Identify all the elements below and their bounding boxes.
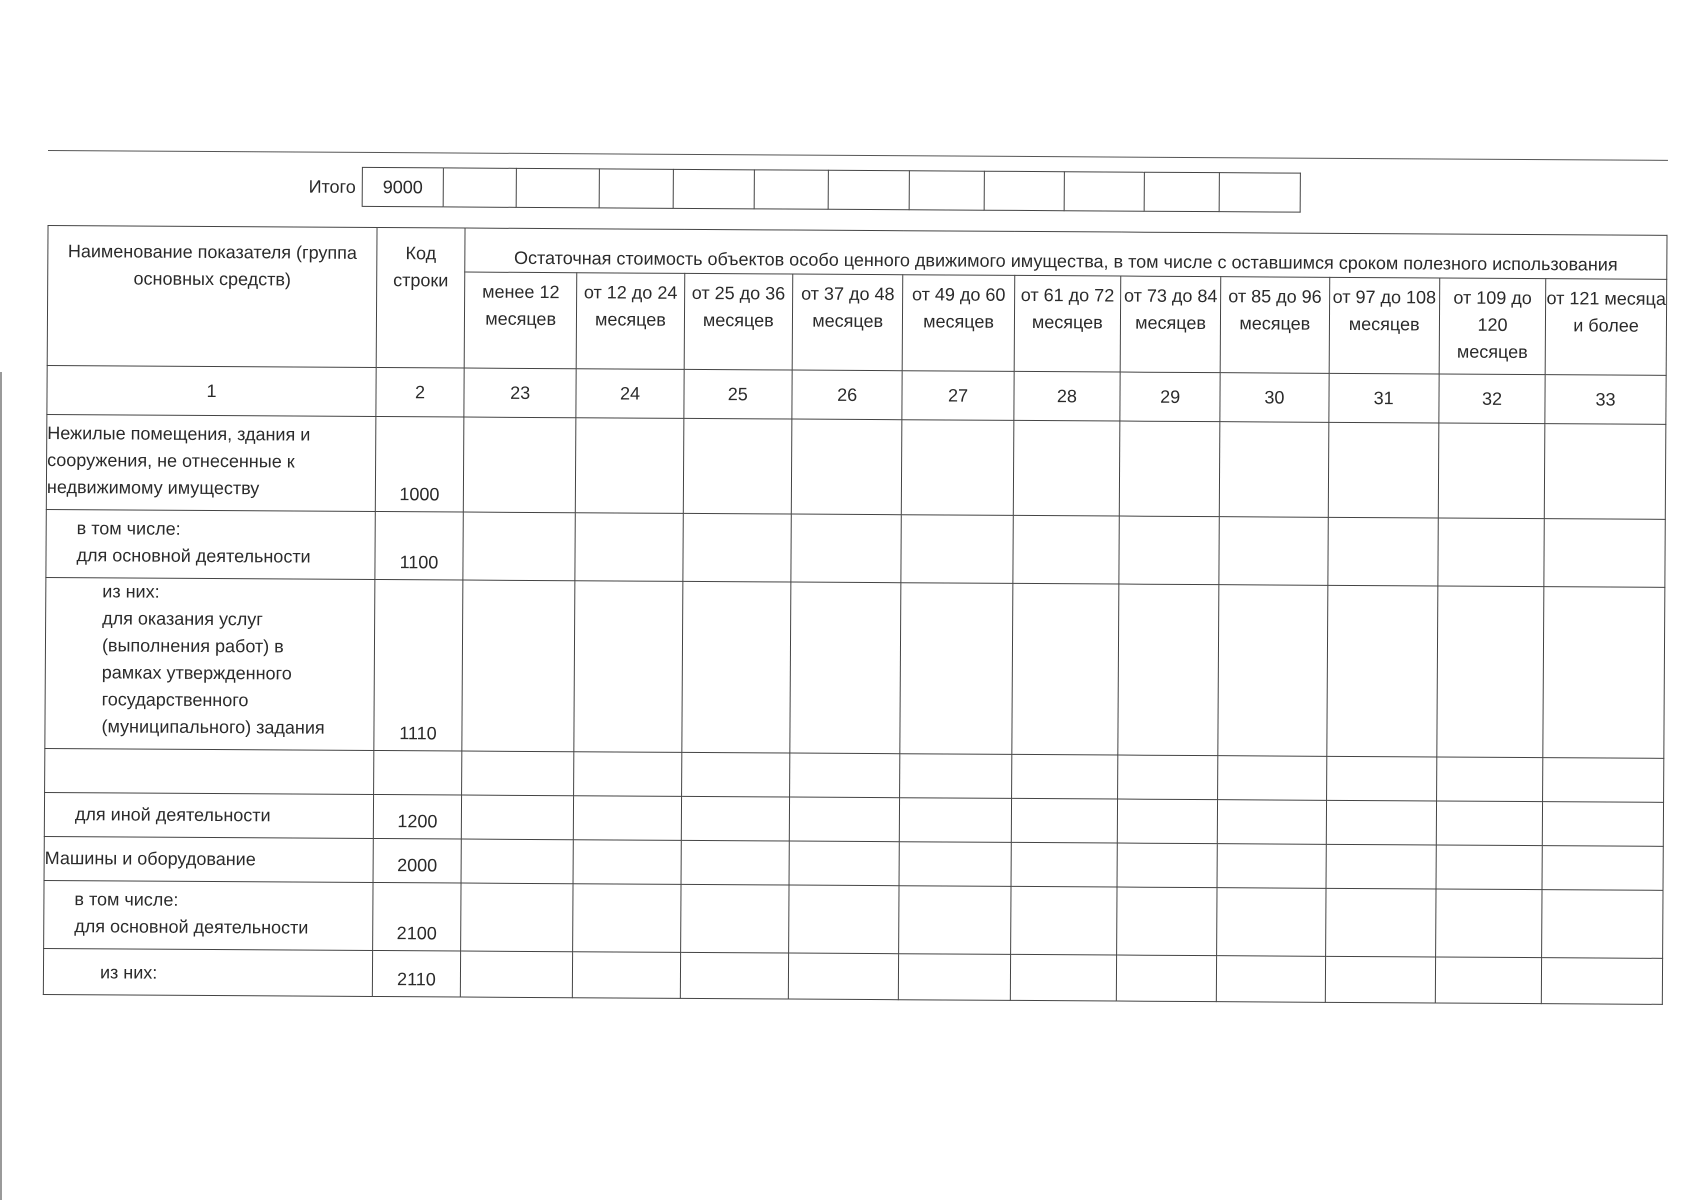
totals-cell[interactable] [829, 170, 910, 210]
row-name-line: (муниципального) задания [101, 716, 325, 738]
value-cell[interactable] [1218, 756, 1327, 801]
header-range: от 85 до 96 месяцев [1220, 277, 1329, 374]
value-cell[interactable] [463, 512, 576, 581]
value-cell[interactable] [1119, 516, 1220, 585]
value-cell[interactable] [1542, 958, 1663, 1005]
row-name-line: (выполнения работ) в [101, 635, 284, 657]
value-cell[interactable] [1119, 421, 1220, 517]
value-cell[interactable] [1010, 886, 1117, 955]
value-cell[interactable] [462, 751, 575, 796]
totals-cell[interactable] [674, 169, 755, 209]
value-cell[interactable] [1219, 517, 1328, 586]
value-cell[interactable] [681, 752, 790, 797]
value-cell[interactable] [1217, 888, 1326, 957]
header-range: от 97 до 108 месяцев [1329, 277, 1440, 374]
value-cell[interactable] [1011, 842, 1118, 887]
value-cell[interactable] [1542, 802, 1663, 847]
value-cell[interactable] [1438, 518, 1545, 587]
value-cell[interactable] [1217, 844, 1326, 889]
value-cell[interactable] [1116, 955, 1216, 1002]
value-cell[interactable] [1013, 420, 1120, 516]
header-range: от 37 до 48 месяцев [792, 274, 903, 371]
row-name-line: Машины и оборудование [44, 847, 256, 870]
column-number: 26 [792, 370, 903, 420]
value-cell[interactable] [1219, 422, 1328, 518]
row-name-line: в том числе: [76, 518, 181, 539]
value-cell[interactable] [789, 841, 900, 886]
totals-cell[interactable] [517, 168, 600, 209]
value-cell[interactable] [1117, 843, 1217, 888]
row-name [45, 748, 374, 794]
value-cell[interactable] [1327, 517, 1438, 586]
value-cell[interactable] [1012, 583, 1119, 755]
header-code: Код строки [376, 228, 465, 369]
value-cell[interactable] [1013, 515, 1120, 584]
value-cell[interactable] [900, 583, 1012, 755]
row-code: 1110 [374, 580, 463, 752]
scan-edge-line [0, 372, 2, 1200]
header-range: от 12 до 24 месяцев [577, 273, 685, 370]
row-code: 1200 [373, 795, 461, 840]
value-cell[interactable] [899, 886, 1011, 955]
row-name [44, 880, 373, 950]
value-cell[interactable] [899, 842, 1011, 887]
column-number: 1 [47, 365, 376, 416]
row-name-line: в том числе: [74, 889, 179, 910]
value-cell[interactable] [1435, 957, 1542, 1004]
row-name [44, 792, 373, 838]
value-cell[interactable] [899, 954, 1011, 1001]
value-cell[interactable] [683, 418, 792, 514]
form-page [43, 150, 1668, 1005]
totals-cell[interactable] [755, 169, 829, 209]
row-name-line: сооружения, не отнесенные к [47, 450, 295, 472]
row-name-line: для иной деятельности [74, 804, 271, 826]
totals-row [48, 150, 1668, 215]
value-cell[interactable] [574, 581, 682, 753]
value-cell[interactable] [790, 753, 901, 798]
header-range: от 73 до 84 месяцев [1120, 276, 1221, 373]
value-cell[interactable] [1543, 587, 1665, 759]
row-name [46, 414, 376, 511]
value-cell[interactable] [900, 798, 1012, 843]
totals-code: 9000 [362, 167, 444, 208]
table-row [43, 948, 1662, 1004]
row-name-line: недвижимому имуществу [46, 477, 260, 499]
value-cell[interactable] [1117, 799, 1217, 844]
value-cell[interactable] [461, 795, 574, 840]
value-cell[interactable] [1437, 586, 1544, 758]
value-cell[interactable] [1326, 756, 1437, 801]
value-cell[interactable] [1543, 758, 1664, 803]
row-name-line: из них: [102, 581, 160, 602]
header-range: от 61 до 72 месяцев [1014, 275, 1121, 372]
value-cell[interactable] [1118, 755, 1218, 800]
value-cell[interactable] [463, 417, 576, 513]
row-name [46, 509, 375, 579]
header-span-title: Остаточная стоимость объектов особо ценного движимого имущества, в том числе с оставшимся сроком полезного использования [465, 228, 1667, 279]
column-number: 25 [684, 369, 793, 419]
value-cell[interactable] [900, 754, 1012, 799]
value-cell[interactable] [1011, 798, 1118, 843]
value-cell[interactable] [1010, 954, 1117, 1001]
totals-cell[interactable] [1145, 172, 1220, 212]
table-row [45, 577, 1665, 758]
value-cell[interactable] [682, 581, 791, 753]
value-cell[interactable] [462, 580, 575, 752]
value-cell[interactable] [1218, 585, 1327, 757]
value-cell[interactable] [574, 796, 682, 841]
row-name [44, 836, 373, 882]
value-cell[interactable] [1436, 801, 1543, 846]
row-name-line: из них: [99, 962, 158, 983]
header-range: от 109 до 120 месяцев [1439, 278, 1546, 375]
value-cell[interactable] [1436, 757, 1543, 802]
row-code: 2100 [373, 882, 461, 951]
row-name [43, 948, 372, 996]
totals-cell[interactable] [444, 167, 517, 207]
asset-table [43, 225, 1668, 1005]
value-cell[interactable] [574, 752, 682, 797]
row-name-line: рамках утвержденного [101, 662, 292, 684]
value-cell[interactable] [573, 952, 681, 999]
value-cell[interactable] [1544, 519, 1665, 588]
value-cell[interactable] [681, 840, 790, 885]
value-cell[interactable] [460, 951, 573, 998]
column-number: 27 [902, 371, 1014, 421]
value-cell[interactable] [790, 582, 901, 754]
column-number: 23 [464, 368, 577, 418]
value-cell[interactable] [788, 953, 899, 1000]
header-name: Наименование показателя (группа основных средств) [47, 226, 377, 368]
value-cell[interactable] [1326, 585, 1437, 757]
header-range: от 121 месяца и более [1545, 279, 1666, 376]
row-code: 1100 [375, 512, 463, 581]
column-number: 24 [576, 369, 684, 419]
table-row [46, 414, 1666, 519]
value-cell[interactable] [791, 419, 902, 515]
value-cell[interactable] [1542, 846, 1663, 891]
value-cell[interactable] [1326, 844, 1437, 889]
value-cell[interactable] [573, 840, 681, 885]
row-code [374, 751, 462, 796]
value-cell[interactable] [1326, 800, 1437, 845]
value-cell[interactable] [1438, 423, 1545, 519]
column-number: 31 [1328, 373, 1439, 423]
value-cell[interactable] [1117, 887, 1218, 956]
header-range: от 25 до 36 месяцев [684, 273, 793, 370]
value-cell[interactable] [1325, 956, 1436, 1003]
row-name-line: Нежилые помещения, здания и [47, 423, 311, 445]
totals-label: Итого [308, 176, 356, 197]
value-cell[interactable] [1011, 754, 1118, 799]
column-number: 2 [376, 368, 464, 418]
totals-cell[interactable] [910, 170, 985, 210]
column-number: 30 [1220, 373, 1329, 423]
row-name-line: государственного [101, 689, 249, 711]
value-cell[interactable] [1217, 800, 1326, 845]
value-cell[interactable] [1118, 584, 1219, 756]
totals-cell[interactable] [600, 168, 674, 208]
column-number: 28 [1014, 371, 1121, 421]
value-cell[interactable] [1436, 845, 1543, 890]
value-cell[interactable] [901, 515, 1013, 584]
totals-cell[interactable] [985, 171, 1065, 211]
row-code: 2000 [373, 839, 461, 884]
row-code: 1000 [375, 417, 463, 513]
column-number: 33 [1545, 375, 1666, 425]
row-name-line: для основной деятельности [76, 545, 311, 567]
value-cell[interactable] [680, 884, 789, 953]
value-cell[interactable] [789, 797, 900, 842]
value-cell[interactable] [461, 839, 574, 884]
totals-cell[interactable] [1065, 171, 1145, 211]
value-cell[interactable] [1544, 424, 1665, 520]
value-cell[interactable] [1328, 422, 1439, 518]
row-name-line: для основной деятельности [74, 916, 309, 938]
column-number: 32 [1439, 374, 1546, 424]
value-cell[interactable] [576, 418, 684, 514]
value-cell[interactable] [791, 514, 902, 583]
value-cell[interactable] [902, 420, 1014, 516]
value-cell[interactable] [573, 884, 681, 953]
value-cell[interactable] [789, 885, 900, 954]
value-cell[interactable] [1436, 889, 1543, 958]
value-cell[interactable] [681, 796, 790, 841]
value-cell[interactable] [1542, 890, 1663, 959]
table-row [44, 880, 1663, 958]
header-range: менее 12 месяцев [464, 272, 577, 369]
header-range: от 49 до 60 месяцев [903, 275, 1015, 372]
column-number: 29 [1120, 372, 1220, 422]
table-row [46, 509, 1665, 587]
totals-cell[interactable] [1220, 172, 1301, 212]
value-cell[interactable] [1325, 888, 1436, 957]
row-name [45, 577, 375, 750]
value-cell[interactable] [680, 952, 789, 999]
value-cell[interactable] [575, 513, 683, 582]
value-cell[interactable] [461, 883, 574, 952]
value-cell[interactable] [1217, 956, 1326, 1003]
value-cell[interactable] [683, 513, 792, 582]
row-name-line: для оказания услуг [102, 608, 263, 630]
row-code: 2110 [372, 950, 460, 997]
